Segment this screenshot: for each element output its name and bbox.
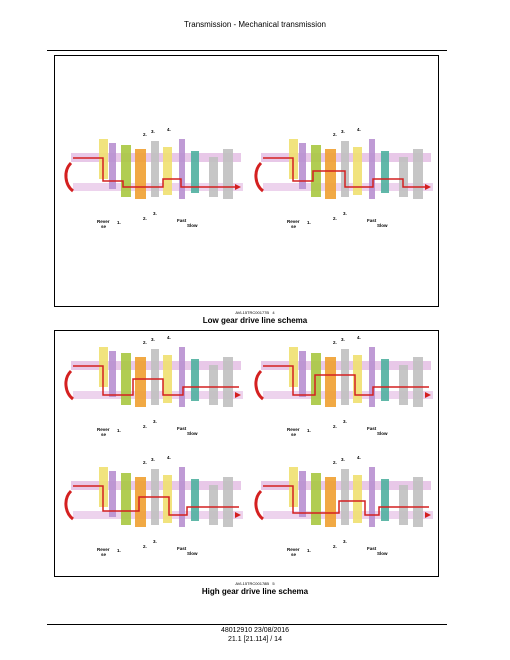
gear-label-3: 3. (341, 129, 345, 134)
gear-label-4: 4. (357, 127, 361, 132)
gear-label-2: 2. (143, 340, 147, 345)
gear (135, 357, 146, 407)
reverse-label: Rever (287, 427, 300, 432)
gear (399, 157, 408, 197)
gear (399, 485, 408, 525)
gear-label-3-bottom: 3. (153, 419, 157, 424)
gear (135, 477, 146, 527)
gear (341, 349, 349, 405)
gear-label-4: 4. (357, 335, 361, 340)
gear (179, 139, 185, 199)
gear (381, 479, 389, 521)
gear (223, 357, 233, 407)
gear (341, 141, 349, 197)
slow-label: Slow (187, 223, 198, 228)
slow-label: Slow (187, 431, 198, 436)
gear (353, 475, 362, 523)
high-gear-diagram (55, 331, 438, 576)
gear-label-3: 3. (151, 457, 155, 462)
reverse-label: Rever (97, 547, 110, 552)
gear (191, 479, 199, 521)
gear (151, 349, 159, 405)
fast-label: Fast (177, 218, 187, 223)
diagram-cell (256, 455, 433, 557)
gear (109, 471, 116, 517)
fast-label: Fast (177, 426, 187, 431)
gear-label-1-bottom: 1. (307, 548, 311, 553)
diagram-cell (66, 335, 243, 437)
gear (341, 469, 349, 525)
footer-page-line: 21.1 [21.114] / 14 (228, 636, 282, 643)
gear (369, 347, 375, 407)
gear (369, 467, 375, 527)
gear-label-2-bottom: 2. (333, 216, 337, 221)
figure-4-ref: AVL15TRC00177B 4 (235, 310, 275, 315)
diagram-cell (256, 127, 433, 229)
gear (121, 353, 131, 405)
gear-label-1-bottom: 1. (117, 428, 121, 433)
reverse-label-2: se (291, 552, 297, 557)
gear-label-3: 3. (151, 129, 155, 134)
gear (311, 353, 321, 405)
gear (209, 365, 218, 405)
gear-label-2: 2. (143, 460, 147, 465)
gear (223, 477, 233, 527)
gear (109, 143, 116, 189)
gear-label-3: 3. (151, 337, 155, 342)
gear (299, 471, 306, 517)
gear (179, 467, 185, 527)
gear-label-2: 2. (333, 460, 337, 465)
reverse-label: Rever (97, 427, 110, 432)
gear (299, 351, 306, 397)
slow-label: Slow (187, 551, 198, 556)
gear (413, 477, 423, 527)
gear (413, 357, 423, 407)
gear-label-1-bottom: 1. (117, 548, 121, 553)
reverse-label-2: se (291, 224, 297, 229)
reverse-arc (66, 371, 73, 399)
gear (209, 157, 218, 197)
reverse-label-2: se (101, 224, 107, 229)
gear (381, 151, 389, 193)
gear (369, 139, 375, 199)
gear-label-3-bottom: 3. (343, 539, 347, 544)
diagram-cell (66, 127, 243, 229)
gear (151, 141, 159, 197)
gear (209, 485, 218, 525)
gear-label-2: 2. (333, 132, 337, 137)
gear (353, 147, 362, 195)
gear-label-2-bottom: 2. (333, 544, 337, 549)
reverse-arc (256, 491, 263, 519)
figure-4-caption: Low gear drive line schema (202, 316, 308, 325)
diagram-cell (256, 335, 433, 437)
gear (299, 143, 306, 189)
gear (109, 351, 116, 397)
gear-label-3-bottom: 3. (343, 419, 347, 424)
figure-low-gear (54, 55, 439, 307)
gear (223, 149, 233, 199)
reverse-label-2: se (101, 552, 107, 557)
gear-label-2-bottom: 2. (333, 424, 337, 429)
gear (179, 347, 185, 407)
reverse-label: Rever (97, 219, 110, 224)
gear (135, 149, 146, 199)
gear-label-3: 3. (341, 457, 345, 462)
gear (399, 365, 408, 405)
gear-label-3: 3. (341, 337, 345, 342)
slow-label: Slow (377, 431, 388, 436)
figure-5-caption: High gear drive line schema (201, 587, 309, 596)
page-header-title: Transmission - Mechanical transmission (184, 20, 326, 29)
gear-label-3-bottom: 3. (343, 211, 347, 216)
gear (163, 355, 172, 403)
reverse-arc (66, 491, 73, 519)
reverse-label-2: se (291, 432, 297, 437)
reverse-label: Rever (287, 219, 300, 224)
reverse-arc (256, 371, 263, 399)
fast-label: Fast (367, 426, 377, 431)
figure-5-ref: AVL15TRC00178B 5 (235, 581, 275, 586)
gear (413, 149, 423, 199)
slow-label: Slow (377, 223, 388, 228)
reverse-label: Rever (287, 547, 300, 552)
gear-label-2: 2. (333, 340, 337, 345)
gear-label-1-bottom: 1. (117, 220, 121, 225)
fast-label: Fast (367, 218, 377, 223)
gear-label-4: 4. (167, 127, 171, 132)
gear-label-2-bottom: 2. (143, 424, 147, 429)
fast-label: Fast (367, 546, 377, 551)
gear-label-4: 4. (357, 455, 361, 460)
gear (163, 147, 172, 195)
reverse-label-2: se (101, 432, 107, 437)
gear (311, 473, 321, 525)
gear-label-2: 2. (143, 132, 147, 137)
footer-rule (47, 624, 447, 625)
gear-label-3-bottom: 3. (153, 539, 157, 544)
gear-label-1-bottom: 1. (307, 220, 311, 225)
gear (121, 473, 131, 525)
gear (325, 149, 336, 199)
footer-doc-line: 48012910 23/08/2016 (220, 627, 290, 634)
gear (325, 357, 336, 407)
header-rule (47, 50, 447, 51)
gear-label-1-bottom: 1. (307, 428, 311, 433)
gear-label-4: 4. (167, 455, 171, 460)
reverse-arc (256, 163, 263, 191)
reverse-arc (66, 163, 73, 191)
diagram-cell (66, 455, 243, 557)
gear-label-3-bottom: 3. (153, 211, 157, 216)
gear-label-4: 4. (167, 335, 171, 340)
gear-label-2-bottom: 2. (143, 216, 147, 221)
slow-label: Slow (377, 551, 388, 556)
low-gear-diagram (55, 56, 438, 306)
gear (121, 145, 131, 197)
figure-high-gear (54, 330, 439, 577)
gear (381, 359, 389, 401)
gear (163, 475, 172, 523)
fast-label: Fast (177, 546, 187, 551)
gear-label-2-bottom: 2. (143, 544, 147, 549)
gear (191, 359, 199, 401)
gear (325, 477, 336, 527)
